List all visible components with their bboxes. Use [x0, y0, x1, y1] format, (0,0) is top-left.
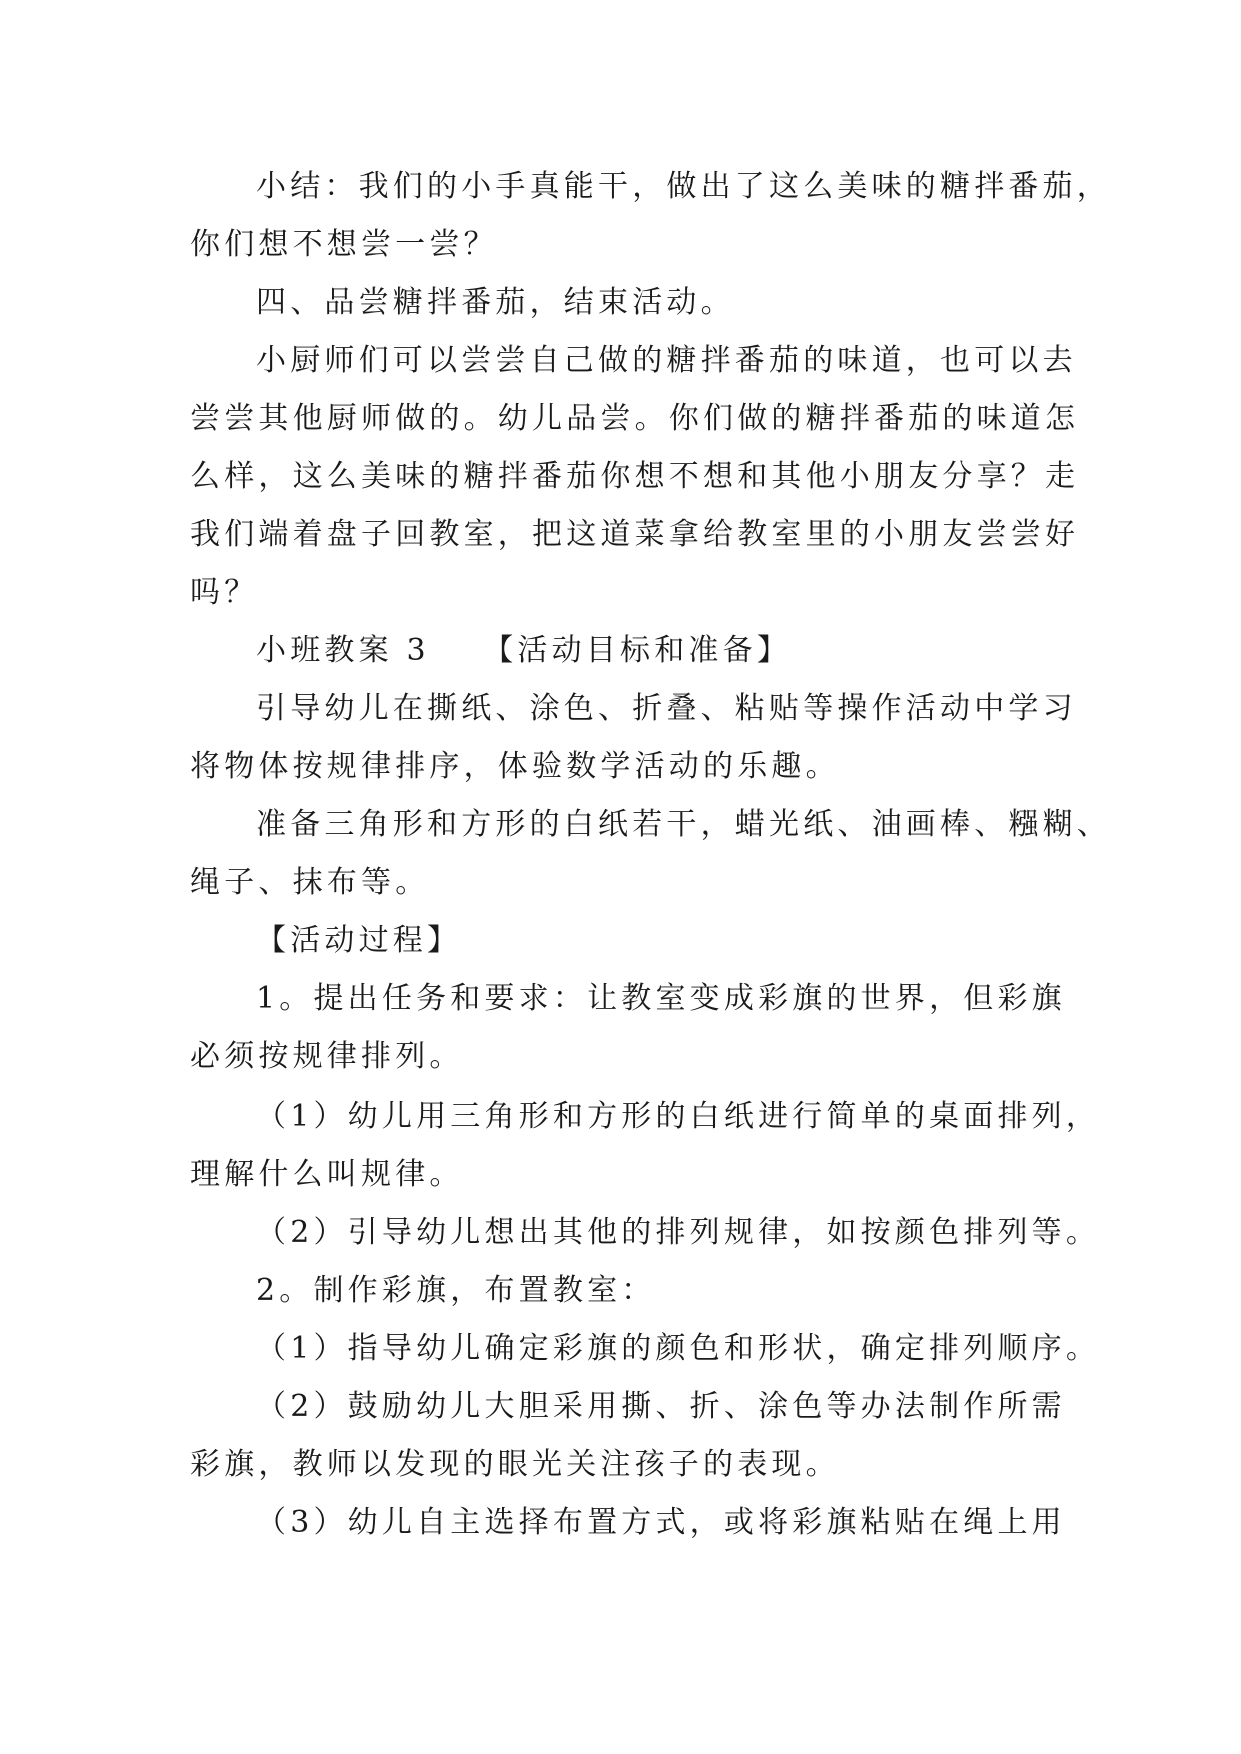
section-heading: 【活动过程】	[256, 923, 462, 958]
text-line: 尝尝其他厨师做的。幼儿品尝。你们做的糖拌番茄的味道怎	[190, 401, 1080, 436]
text-line: （2）鼓励幼儿大胆采用撕、折、涂色等办法制作所需	[256, 1389, 1066, 1424]
text-line: 小厨师们可以尝尝自己做的糖拌番茄的味道，也可以去	[256, 343, 1077, 378]
text-line: 理解什么叫规律。	[190, 1157, 464, 1192]
text-line: 将物体按规律排序，体验数学活动的乐趣。	[190, 749, 840, 784]
text-line: 绳子、抹布等。	[190, 865, 430, 900]
text-line: 四、品尝糖拌番茄，结束活动。	[256, 285, 735, 320]
text-line: （1）指导幼儿确定彩旗的颜色和形状，确定排列顺序。	[256, 1331, 1101, 1366]
section-heading: 小班教案 3 【活动目标和准备】	[256, 633, 792, 668]
text-line: 引导幼儿在撕纸、涂色、折叠、粘贴等操作活动中学习	[256, 691, 1077, 726]
text-line: 准备三角形和方形的白纸若干，蜡光纸、油画棒、糨糊、	[256, 807, 1111, 842]
text-line: 么样，这么美味的糖拌番茄你想不想和其他小朋友分享？走	[190, 459, 1080, 494]
text-line: （1）幼儿用三角形和方形的白纸进行简单的桌面排列，	[256, 1099, 1101, 1134]
text-line: 彩旗，教师以发现的眼光关注孩子的表现。	[190, 1447, 840, 1482]
text-line: 小结：我们的小手真能干，做出了这么美味的糖拌番茄，	[256, 169, 1111, 204]
text-line: 我们端着盘子回教室，把这道菜拿给教室里的小朋友尝尝好	[190, 517, 1080, 552]
text-line: 你们想不想尝一尝？	[190, 227, 498, 262]
text-line: 1。提出任务和要求：让教室变成彩旗的世界，但彩旗	[256, 981, 1066, 1016]
text-line: （2）引导幼儿想出其他的排列规律，如按颜色排列等。	[256, 1215, 1101, 1250]
text-line: 2。制作彩旗，布置教室：	[256, 1273, 656, 1308]
text-line: （3）幼儿自主选择布置方式，或将彩旗粘贴在绳上用	[256, 1505, 1066, 1540]
text-line: 必须按规律排列。	[190, 1039, 464, 1074]
text-line: 吗？	[190, 575, 259, 610]
